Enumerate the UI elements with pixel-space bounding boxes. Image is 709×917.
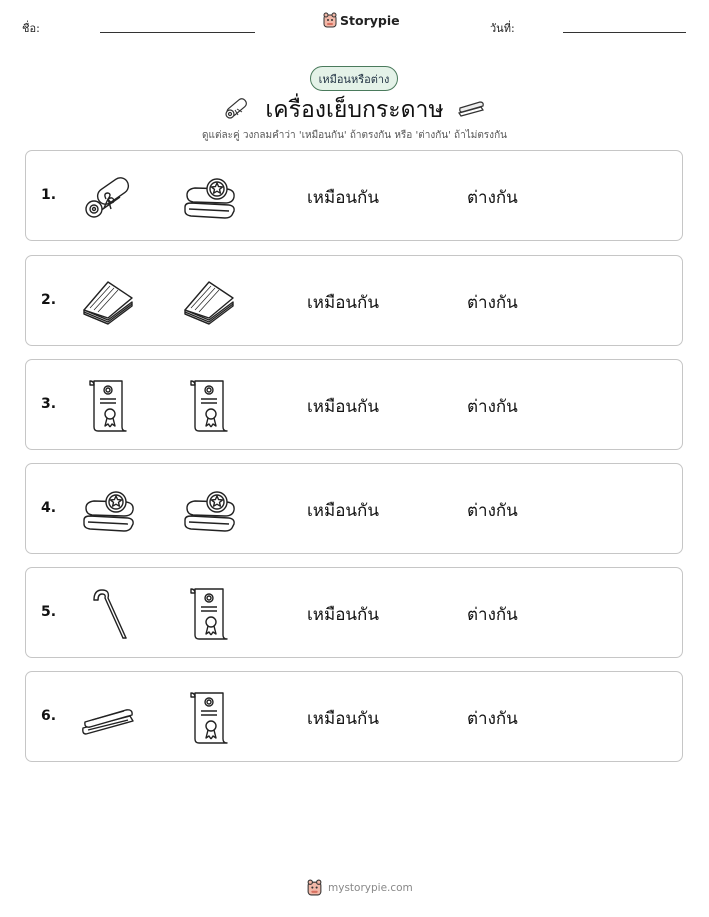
stapler-icon bbox=[181, 482, 237, 538]
name-line[interactable] bbox=[100, 32, 255, 33]
mascot-icon bbox=[307, 879, 322, 896]
name-label: ชื่อ: bbox=[22, 22, 40, 35]
answer-same[interactable]: เหมือนกัน bbox=[307, 188, 379, 208]
footer bbox=[307, 879, 413, 896]
answer-same[interactable]: เหมือนกัน bbox=[307, 501, 379, 521]
stapler-icon bbox=[80, 482, 136, 538]
stapler-icon bbox=[456, 93, 486, 123]
question-number: 6. bbox=[41, 708, 57, 724]
answer-same[interactable]: เหมือนกัน bbox=[307, 709, 379, 729]
stapler-icon bbox=[181, 169, 237, 225]
page-title: เครื่องเย็บกระดาษ bbox=[265, 97, 444, 123]
scroll-icon bbox=[80, 169, 136, 225]
cane-icon bbox=[80, 586, 136, 642]
paper-stack-icon bbox=[80, 274, 136, 330]
question-number: 3. bbox=[41, 396, 57, 412]
question-number: 5. bbox=[41, 604, 57, 620]
answer-same[interactable]: เหมือนกัน bbox=[307, 605, 379, 625]
logo bbox=[323, 12, 400, 28]
date-line[interactable] bbox=[563, 32, 686, 33]
question-row-1 bbox=[25, 150, 683, 241]
answer-different[interactable]: ต่างกัน bbox=[467, 397, 518, 417]
question-number: 4. bbox=[41, 500, 57, 516]
answer-different[interactable]: ต่างกัน bbox=[467, 188, 518, 208]
question-row-5 bbox=[25, 567, 683, 658]
question-number: 2. bbox=[41, 292, 57, 308]
answer-same[interactable]: เหมือนกัน bbox=[307, 293, 379, 313]
answer-different[interactable]: ต่างกัน bbox=[467, 501, 518, 521]
certificate-icon bbox=[181, 586, 237, 642]
date-label: วันที่: bbox=[490, 22, 515, 35]
answer-same[interactable]: เหมือนกัน bbox=[307, 397, 379, 417]
instructions: ดูแต่ละคู่ วงกลมคำว่า 'เหมือนกัน' ถ้าตรงกัน หรือ 'ต่างกัน' ถ้าไม่ตรงกัน bbox=[202, 130, 507, 141]
question-row-3 bbox=[25, 359, 683, 450]
certificate-icon bbox=[80, 378, 136, 434]
question-row-4 bbox=[25, 463, 683, 554]
mascot-icon bbox=[323, 12, 337, 28]
question-row-2 bbox=[25, 255, 683, 346]
answer-different[interactable]: ต่างกัน bbox=[467, 293, 518, 313]
worksheet-type-badge: เหมือนหรือต่าง bbox=[310, 66, 398, 91]
footer-url: mystorypie.com bbox=[328, 881, 413, 894]
logo-text: Storypie bbox=[340, 12, 400, 28]
answer-different[interactable]: ต่างกัน bbox=[467, 709, 518, 729]
certificate-icon bbox=[181, 378, 237, 434]
answer-different[interactable]: ต่างกัน bbox=[467, 605, 518, 625]
certificate-icon bbox=[181, 690, 237, 746]
question-row-6 bbox=[25, 671, 683, 762]
question-number: 1. bbox=[41, 187, 57, 203]
paper-stack-icon bbox=[181, 274, 237, 330]
plain-stapler-icon bbox=[80, 690, 136, 746]
